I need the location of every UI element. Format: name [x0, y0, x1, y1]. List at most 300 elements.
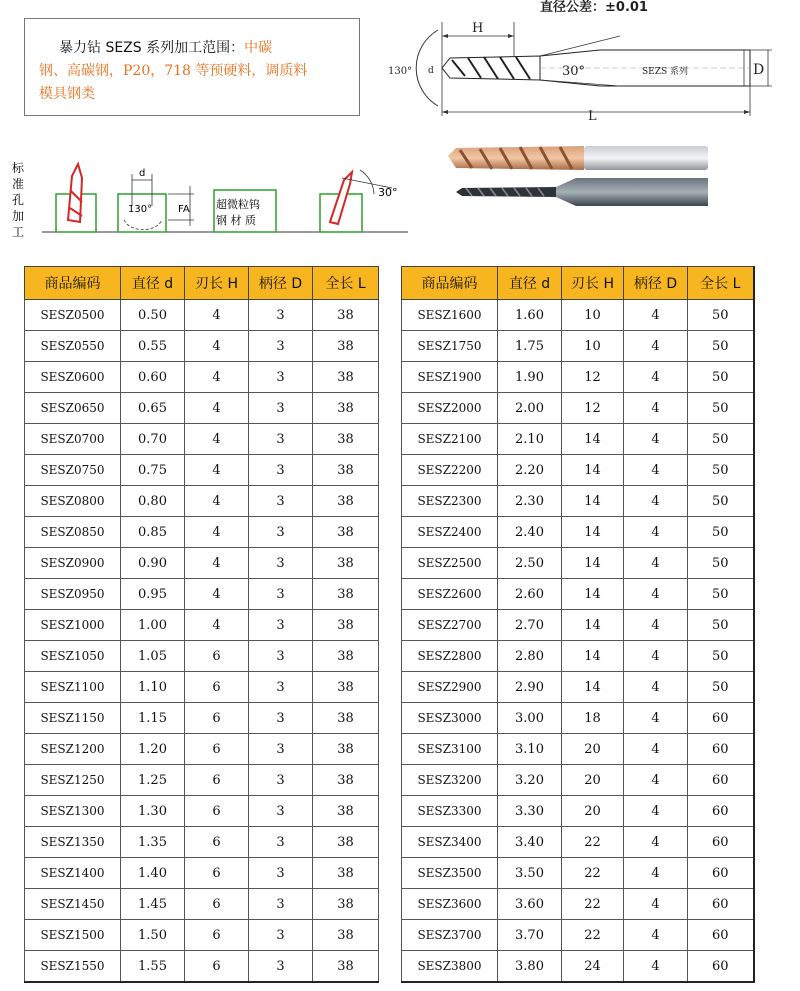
cell-product-code: SESZ0800	[25, 486, 121, 517]
table-row	[402, 362, 754, 393]
cell-product-code: SESZ0900	[25, 548, 121, 579]
table-row	[402, 579, 754, 610]
cell-shank-diameter: 3	[249, 517, 313, 548]
cell-overall-length: 60	[688, 796, 754, 827]
table-row	[402, 703, 754, 734]
cell-flute-length: 22	[562, 858, 624, 889]
cell-overall-length: 50	[688, 579, 754, 610]
cell-overall-length: 60	[688, 827, 754, 858]
cell-shank-diameter: 3	[249, 641, 313, 672]
cell-diameter: 2.50	[498, 548, 562, 579]
cell-shank-diameter: 4	[624, 641, 688, 672]
cell-product-code: SESZ0500	[25, 300, 121, 331]
table-row	[25, 579, 379, 610]
h-dimension-label: H	[472, 21, 484, 36]
cell-diameter: 1.25	[121, 765, 185, 796]
cell-shank-diameter: 4	[624, 455, 688, 486]
cell-overall-length: 50	[688, 610, 754, 641]
cell-overall-length: 50	[688, 331, 754, 362]
table-row	[402, 889, 754, 920]
cell-diameter: 3.60	[498, 889, 562, 920]
header-diameter: 直径 d	[121, 267, 185, 300]
table-row	[402, 765, 754, 796]
table-row	[25, 517, 379, 548]
cell-overall-length: 60	[688, 858, 754, 889]
cell-product-code: SESZ3500	[402, 858, 498, 889]
process-angle-label: 30°	[378, 186, 398, 199]
cell-flute-length: 4	[185, 300, 249, 331]
dark-drill-image	[456, 178, 708, 206]
table-row	[25, 300, 379, 331]
cell-flute-length: 4	[185, 548, 249, 579]
cell-overall-length: 38	[313, 858, 379, 889]
table-row	[25, 827, 379, 858]
cell-flute-length: 18	[562, 703, 624, 734]
cell-diameter: 1.55	[121, 951, 185, 983]
table-row	[402, 796, 754, 827]
cell-product-code: SESZ1450	[25, 889, 121, 920]
cell-diameter: 3.10	[498, 734, 562, 765]
table-row	[25, 920, 379, 951]
table-row	[402, 455, 754, 486]
table-row	[402, 610, 754, 641]
cell-diameter: 2.60	[498, 579, 562, 610]
cell-product-code: SESZ0550	[25, 331, 121, 362]
table-row	[25, 765, 379, 796]
small-d-label: d	[428, 66, 434, 76]
description-line-3: 模具钢类	[39, 86, 95, 102]
cell-shank-diameter: 4	[624, 796, 688, 827]
cell-diameter: 3.20	[498, 765, 562, 796]
cell-overall-length: 38	[313, 734, 379, 765]
table-row	[402, 486, 754, 517]
cell-product-code: SESZ2100	[402, 424, 498, 455]
cell-overall-length: 38	[313, 424, 379, 455]
cell-flute-length: 12	[562, 393, 624, 424]
cell-flute-length: 4	[185, 486, 249, 517]
cell-overall-length: 38	[313, 579, 379, 610]
cell-flute-length: 22	[562, 827, 624, 858]
cell-flute-length: 4	[185, 517, 249, 548]
cell-overall-length: 38	[313, 486, 379, 517]
cell-shank-diameter: 4	[624, 920, 688, 951]
cell-product-code: SESZ2400	[402, 517, 498, 548]
cell-shank-diameter: 3	[249, 827, 313, 858]
cell-product-code: SESZ3100	[402, 734, 498, 765]
cell-diameter: 3.50	[498, 858, 562, 889]
cell-product-code: SESZ1050	[25, 641, 121, 672]
cell-shank-diameter: 4	[624, 300, 688, 331]
cell-flute-length: 6	[185, 889, 249, 920]
table-row	[25, 486, 379, 517]
cell-product-code: SESZ1750	[402, 331, 498, 362]
process-d-label: d	[139, 168, 146, 179]
header-shank-diameter: 柄径 D	[624, 267, 688, 300]
cell-product-code: SESZ3200	[402, 765, 498, 796]
table-row	[402, 424, 754, 455]
cell-shank-diameter: 4	[624, 765, 688, 796]
cell-diameter: 1.75	[498, 331, 562, 362]
cell-shank-diameter: 3	[249, 548, 313, 579]
cell-shank-diameter: 4	[624, 703, 688, 734]
cell-flute-length: 6	[185, 672, 249, 703]
table-row	[402, 517, 754, 548]
table-row	[402, 920, 754, 951]
cell-product-code: SESZ3000	[402, 703, 498, 734]
cell-diameter: 1.50	[121, 920, 185, 951]
table-row	[25, 610, 379, 641]
cell-overall-length: 50	[688, 455, 754, 486]
cell-overall-length: 38	[313, 610, 379, 641]
tip-angle-label: 130°	[388, 66, 413, 77]
cell-product-code: SESZ3400	[402, 827, 498, 858]
cell-product-code: SESZ2000	[402, 393, 498, 424]
svg-text:标: 标	[12, 161, 25, 175]
cell-shank-diameter: 3	[249, 765, 313, 796]
fa-label: FA	[178, 204, 190, 215]
spec-table-right	[401, 266, 755, 983]
description-line-1	[39, 37, 351, 60]
cell-product-code: SESZ1350	[25, 827, 121, 858]
cell-diameter: 2.40	[498, 517, 562, 548]
cell-flute-length: 4	[185, 455, 249, 486]
cell-flute-length: 4	[185, 393, 249, 424]
cell-flute-length: 14	[562, 579, 624, 610]
cell-shank-diameter: 4	[624, 331, 688, 362]
spec-table-left	[24, 266, 379, 983]
cell-flute-length: 14	[562, 517, 624, 548]
header-overall-length: 全长 L	[688, 267, 754, 300]
cell-product-code: SESZ2900	[402, 672, 498, 703]
cell-flute-length: 4	[185, 579, 249, 610]
table-row	[402, 951, 754, 983]
cell-overall-length: 50	[688, 517, 754, 548]
cell-product-code: SESZ0950	[25, 579, 121, 610]
header-diameter: 直径 d	[498, 267, 562, 300]
cell-flute-length: 10	[562, 331, 624, 362]
cell-shank-diameter: 4	[624, 548, 688, 579]
cell-diameter: 3.40	[498, 827, 562, 858]
cell-product-code: SESZ1500	[25, 920, 121, 951]
machining-range-box	[24, 18, 360, 116]
cell-shank-diameter: 4	[624, 393, 688, 424]
cell-product-code: SESZ3300	[402, 796, 498, 827]
cell-flute-length: 14	[562, 672, 624, 703]
cell-diameter: 0.55	[121, 331, 185, 362]
cell-flute-length: 24	[562, 951, 624, 983]
cell-flute-length: 22	[562, 920, 624, 951]
drill-dimension-diagram	[380, 6, 780, 124]
header-shank-diameter: 柄径 D	[249, 267, 313, 300]
cell-diameter: 0.80	[121, 486, 185, 517]
header-product-code: 商品编码	[25, 267, 121, 300]
cell-product-code: SESZ1550	[25, 951, 121, 983]
cell-overall-length: 38	[313, 517, 379, 548]
svg-text:准: 准	[12, 177, 25, 191]
table-row	[25, 455, 379, 486]
shank-d-label: D	[753, 62, 765, 78]
cell-product-code: SESZ0600	[25, 362, 121, 393]
cell-flute-length: 14	[562, 424, 624, 455]
cell-overall-length: 38	[313, 362, 379, 393]
cell-product-code: SESZ1300	[25, 796, 121, 827]
table-row	[25, 889, 379, 920]
cell-product-code: SESZ3600	[402, 889, 498, 920]
table-row	[25, 641, 379, 672]
standard-hole-process-diagram	[8, 150, 438, 240]
cell-diameter: 3.80	[498, 951, 562, 983]
cell-shank-diameter: 4	[624, 610, 688, 641]
cell-flute-length: 14	[562, 641, 624, 672]
table-row	[402, 858, 754, 889]
table-row	[25, 424, 379, 455]
svg-text:孔: 孔	[12, 193, 25, 207]
cell-diameter: 1.45	[121, 889, 185, 920]
cell-overall-length: 50	[688, 548, 754, 579]
cell-diameter: 2.70	[498, 610, 562, 641]
cell-diameter: 0.75	[121, 455, 185, 486]
series-label: SEZS 系列	[642, 67, 689, 77]
cell-product-code: SESZ1100	[25, 672, 121, 703]
cell-flute-length: 14	[562, 548, 624, 579]
cell-product-code: SESZ1250	[25, 765, 121, 796]
table-row	[25, 703, 379, 734]
cell-flute-length: 14	[562, 610, 624, 641]
cell-product-code: SESZ0850	[25, 517, 121, 548]
cell-shank-diameter: 4	[624, 362, 688, 393]
cell-product-code: SESZ1150	[25, 703, 121, 734]
cell-flute-length: 12	[562, 362, 624, 393]
cell-overall-length: 38	[313, 672, 379, 703]
description-material-start: 中碳	[244, 40, 273, 56]
copper-drill-image	[448, 146, 708, 170]
cell-diameter: 2.00	[498, 393, 562, 424]
cell-shank-diameter: 3	[249, 300, 313, 331]
cell-overall-length: 50	[688, 424, 754, 455]
cell-flute-length: 6	[185, 641, 249, 672]
process-side-label	[12, 160, 25, 239]
shank-angle-label: 30°	[562, 64, 586, 79]
cell-diameter: 0.90	[121, 548, 185, 579]
cell-flute-length: 6	[185, 951, 249, 983]
cell-flute-length: 4	[185, 610, 249, 641]
cell-flute-length: 20	[562, 765, 624, 796]
cell-overall-length: 50	[688, 641, 754, 672]
cell-diameter: 1.00	[121, 610, 185, 641]
cell-product-code: SESZ2200	[402, 455, 498, 486]
table-header-row	[25, 267, 379, 300]
cell-flute-length: 6	[185, 796, 249, 827]
cell-diameter: 2.80	[498, 641, 562, 672]
cell-shank-diameter: 3	[249, 610, 313, 641]
cell-shank-diameter: 3	[249, 362, 313, 393]
table-row	[25, 951, 379, 983]
material-line-1: 超微粒钨	[216, 198, 260, 211]
cell-shank-diameter: 4	[624, 858, 688, 889]
diameter-tolerance: 直径公差：±0.01	[540, 0, 648, 15]
cell-product-code: SESZ1000	[25, 610, 121, 641]
cell-overall-length: 38	[313, 920, 379, 951]
header-flute-length: 刃长 H	[562, 267, 624, 300]
header-overall-length: 全长 L	[313, 267, 379, 300]
cell-product-code: SESZ2800	[402, 641, 498, 672]
header-flute-length: 刃长 H	[185, 267, 249, 300]
cell-diameter: 1.35	[121, 827, 185, 858]
cell-overall-length: 38	[313, 641, 379, 672]
cell-diameter: 1.30	[121, 796, 185, 827]
cell-flute-length: 6	[185, 765, 249, 796]
l-dimension-label: L	[588, 109, 597, 124]
cell-shank-diameter: 3	[249, 920, 313, 951]
cell-diameter: 1.10	[121, 672, 185, 703]
cell-diameter: 0.60	[121, 362, 185, 393]
cell-shank-diameter: 4	[624, 889, 688, 920]
cell-shank-diameter: 3	[249, 331, 313, 362]
cell-flute-length: 22	[562, 889, 624, 920]
cell-product-code: SESZ1900	[402, 362, 498, 393]
cell-overall-length: 60	[688, 920, 754, 951]
table-row	[25, 331, 379, 362]
cell-product-code: SESZ0700	[25, 424, 121, 455]
description-line-2: 钢、高碳钢，P20，718 等预硬料，调质料	[39, 63, 308, 79]
cell-diameter: 0.50	[121, 300, 185, 331]
cell-overall-length: 38	[313, 796, 379, 827]
cell-flute-length: 14	[562, 486, 624, 517]
cell-product-code: SESZ1600	[402, 300, 498, 331]
cell-diameter: 2.30	[498, 486, 562, 517]
header-product-code: 商品编码	[402, 267, 498, 300]
table-row	[402, 827, 754, 858]
cell-overall-length: 60	[688, 951, 754, 983]
cell-product-code: SESZ1200	[25, 734, 121, 765]
cell-shank-diameter: 4	[624, 517, 688, 548]
cell-diameter: 1.60	[498, 300, 562, 331]
cell-flute-length: 4	[185, 362, 249, 393]
cell-shank-diameter: 4	[624, 486, 688, 517]
cell-flute-length: 20	[562, 734, 624, 765]
cell-flute-length: 6	[185, 703, 249, 734]
table-row	[25, 734, 379, 765]
cell-flute-length: 6	[185, 858, 249, 889]
cell-product-code: SESZ1400	[25, 858, 121, 889]
cell-diameter: 3.70	[498, 920, 562, 951]
svg-text:工: 工	[12, 225, 25, 239]
cell-flute-length: 14	[562, 455, 624, 486]
cell-overall-length: 38	[313, 765, 379, 796]
cell-diameter: 1.40	[121, 858, 185, 889]
cell-overall-length: 60	[688, 734, 754, 765]
cell-flute-length: 10	[562, 300, 624, 331]
cell-product-code: SESZ2700	[402, 610, 498, 641]
table-row	[402, 393, 754, 424]
cell-diameter: 0.70	[121, 424, 185, 455]
table-row	[402, 672, 754, 703]
cell-overall-length: 38	[313, 548, 379, 579]
cell-diameter: 2.20	[498, 455, 562, 486]
cell-shank-diameter: 4	[624, 424, 688, 455]
cell-shank-diameter: 4	[624, 579, 688, 610]
svg-text:加: 加	[12, 209, 25, 223]
process-tip-angle-label: 130°	[128, 204, 153, 215]
cell-overall-length: 38	[313, 827, 379, 858]
cell-flute-length: 6	[185, 920, 249, 951]
cell-diameter: 3.30	[498, 796, 562, 827]
table-row	[25, 796, 379, 827]
table-row	[402, 734, 754, 765]
cell-overall-length: 50	[688, 393, 754, 424]
cell-diameter: 0.85	[121, 517, 185, 548]
table-row	[402, 641, 754, 672]
cell-shank-diameter: 3	[249, 424, 313, 455]
cell-diameter: 1.20	[121, 734, 185, 765]
cell-overall-length: 50	[688, 486, 754, 517]
cell-shank-diameter: 3	[249, 734, 313, 765]
table-row	[402, 331, 754, 362]
cell-flute-length: 4	[185, 331, 249, 362]
cell-overall-length: 60	[688, 889, 754, 920]
table-row	[402, 300, 754, 331]
cell-product-code: SESZ3800	[402, 951, 498, 983]
cell-shank-diameter: 3	[249, 703, 313, 734]
cell-overall-length: 38	[313, 331, 379, 362]
cell-diameter: 2.90	[498, 672, 562, 703]
table-row	[25, 672, 379, 703]
cell-shank-diameter: 4	[624, 951, 688, 983]
cell-flute-length: 4	[185, 424, 249, 455]
cell-overall-length: 38	[313, 300, 379, 331]
cell-shank-diameter: 3	[249, 889, 313, 920]
cell-shank-diameter: 3	[249, 951, 313, 983]
table-row	[25, 858, 379, 889]
cell-overall-length: 50	[688, 362, 754, 393]
cell-diameter: 2.10	[498, 424, 562, 455]
cell-product-code: SESZ2500	[402, 548, 498, 579]
drill-step-1	[68, 164, 82, 222]
cell-shank-diameter: 4	[624, 734, 688, 765]
cell-shank-diameter: 4	[624, 672, 688, 703]
product-photo	[446, 142, 716, 214]
cell-diameter: 1.15	[121, 703, 185, 734]
cell-shank-diameter: 3	[249, 672, 313, 703]
cell-flute-length: 6	[185, 734, 249, 765]
material-line-2: 钢 材 质	[216, 214, 256, 227]
table-row	[25, 362, 379, 393]
cell-product-code: SESZ0750	[25, 455, 121, 486]
cell-diameter: 1.05	[121, 641, 185, 672]
cell-overall-length: 38	[313, 951, 379, 983]
table-row	[402, 548, 754, 579]
cell-product-code: SESZ2300	[402, 486, 498, 517]
cell-overall-length: 38	[313, 455, 379, 486]
drill-step-3	[330, 172, 352, 224]
cell-flute-length: 6	[185, 827, 249, 858]
cell-diameter: 3.00	[498, 703, 562, 734]
cell-shank-diameter: 3	[249, 393, 313, 424]
cell-overall-length: 50	[688, 672, 754, 703]
cell-shank-diameter: 3	[249, 858, 313, 889]
cell-diameter: 0.65	[121, 393, 185, 424]
cell-shank-diameter: 3	[249, 486, 313, 517]
cell-overall-length: 38	[313, 393, 379, 424]
cell-product-code: SESZ0650	[25, 393, 121, 424]
table-row	[25, 548, 379, 579]
table-header-row	[402, 267, 754, 300]
cell-overall-length: 38	[313, 703, 379, 734]
cell-product-code: SESZ3700	[402, 920, 498, 951]
cell-overall-length: 50	[688, 300, 754, 331]
cell-overall-length: 60	[688, 765, 754, 796]
cell-shank-diameter: 3	[249, 455, 313, 486]
